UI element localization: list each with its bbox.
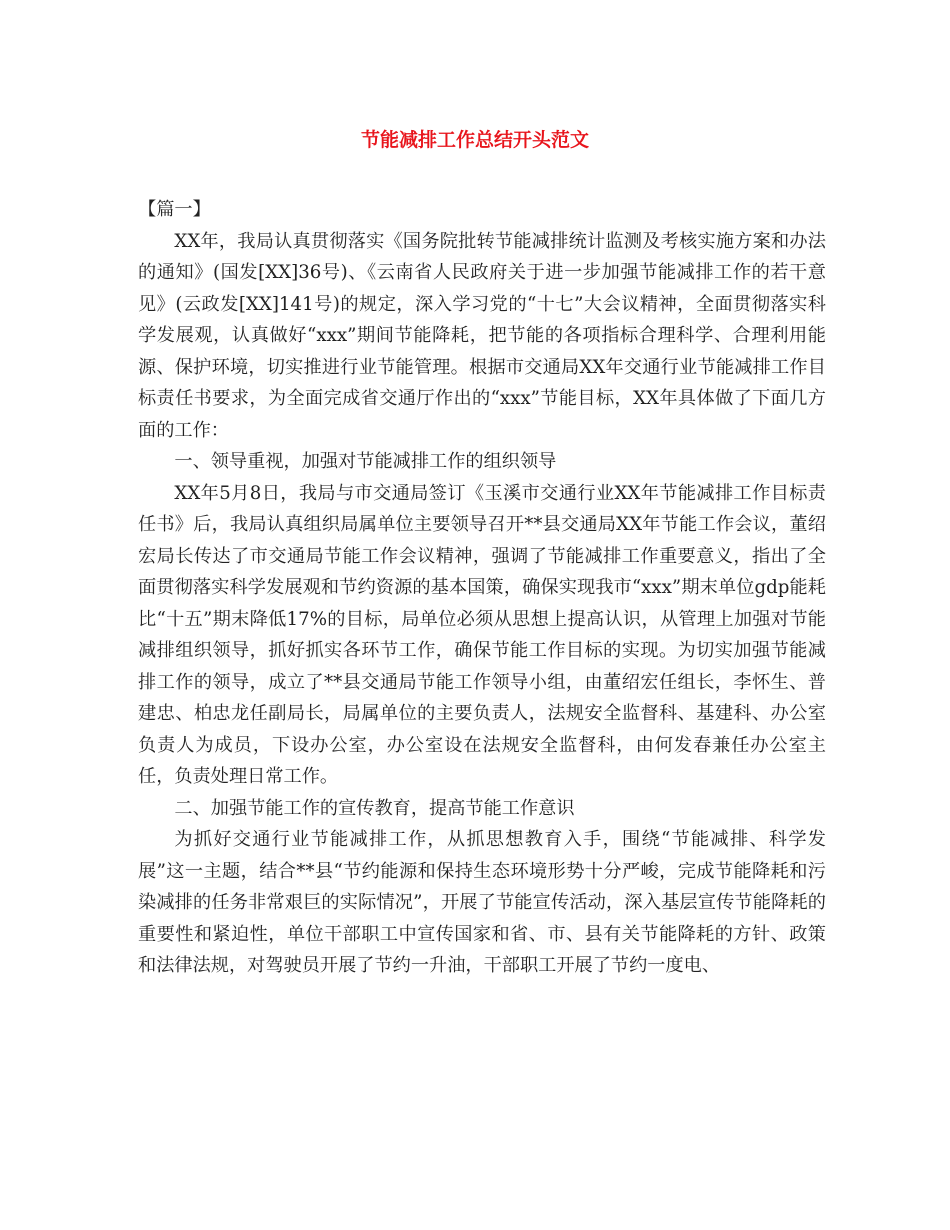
- document-body: [138, 194, 826, 982]
- section-heading: 二、加强节能工作的宣传教育，提高节能工作意识: [174, 797, 575, 819]
- section-label: 【篇一】: [138, 199, 211, 220]
- document-title: 节能减排工作总结开头范文: [360, 129, 589, 151]
- body-paragraph: XX年，我局认真贯彻落实《国务院批转节能减排统计监测及考核实施方案和办法的通知》(国发[XX]36号)、《云南省人民政府关于进一步加强节能减排工作的若干意见》(云政发[XX]141号)的规定，深入学习党的“十七”大会议精神，全面贯彻落实科学发展观，认真做好“xxx”期间节能降耗，把节能的各项指标合理科学、合理利用能源、保护环境，切实推进行业节能管理。根据市交通局XX年交通行业节能减排工作目标责任书要求，为全面完成省交通厅作出的“xxx”节能目标，XX年具体做了下面几方面的工作：: [138, 230, 826, 441]
- body-paragraph: XX年5月8日，我局与市交通局签订《玉溪市交通行业XX年节能减排工作目标责任书》后，我局认真组织局属单位主要领导召开**县交通局XX年节能工作会议，董绍宏局长传达了市交通局节能工作会议精神，强调了节能减排工作重要意义，指出了全面贯彻落实科学发展观和节约资源的基本国策，确保实现我市“xxx”期末单位gdp能耗比“十五”期末降低17%的目标，局单位必须从思想上提高认识，从管理上加强对节能减排组织领导，抓好抓实各环节工作，确保节能工作目标的实现。为切实加强节能减排工作的领导，成立了**县交通局节能工作领导小组，由董绍宏任组长，李怀生、普建忠、柏忠龙任副局长，局属单位的主要负责人，法规安全监督科、基建科、办公室负责人为成员，下设办公室，办公室设在法规安全监督科，由何发春兼任办公室主任，负责处理日常工作。: [138, 482, 826, 787]
- body-paragraph: 为抓好交通行业节能减排工作，从抓思想教育入手，围绕“节能减排、科学发展”这一主题，结合**县“节约能源和保持生态环境形势十分严峻，完成节能降耗和污染减排的任务非常艰巨的实际情况”，开展了节能宣传活动，深入基层宣传节能降耗的重要性和紧迫性，单位干部职工中宣传国家和省、市、县有关节能降耗的方针、政策和法律法规，对驾驶员开展了节约一升油，干部职工开展了节约一度电、: [138, 829, 826, 976]
- section-heading: 一、领导重视，加强对节能减排工作的组织领导: [174, 451, 557, 472]
